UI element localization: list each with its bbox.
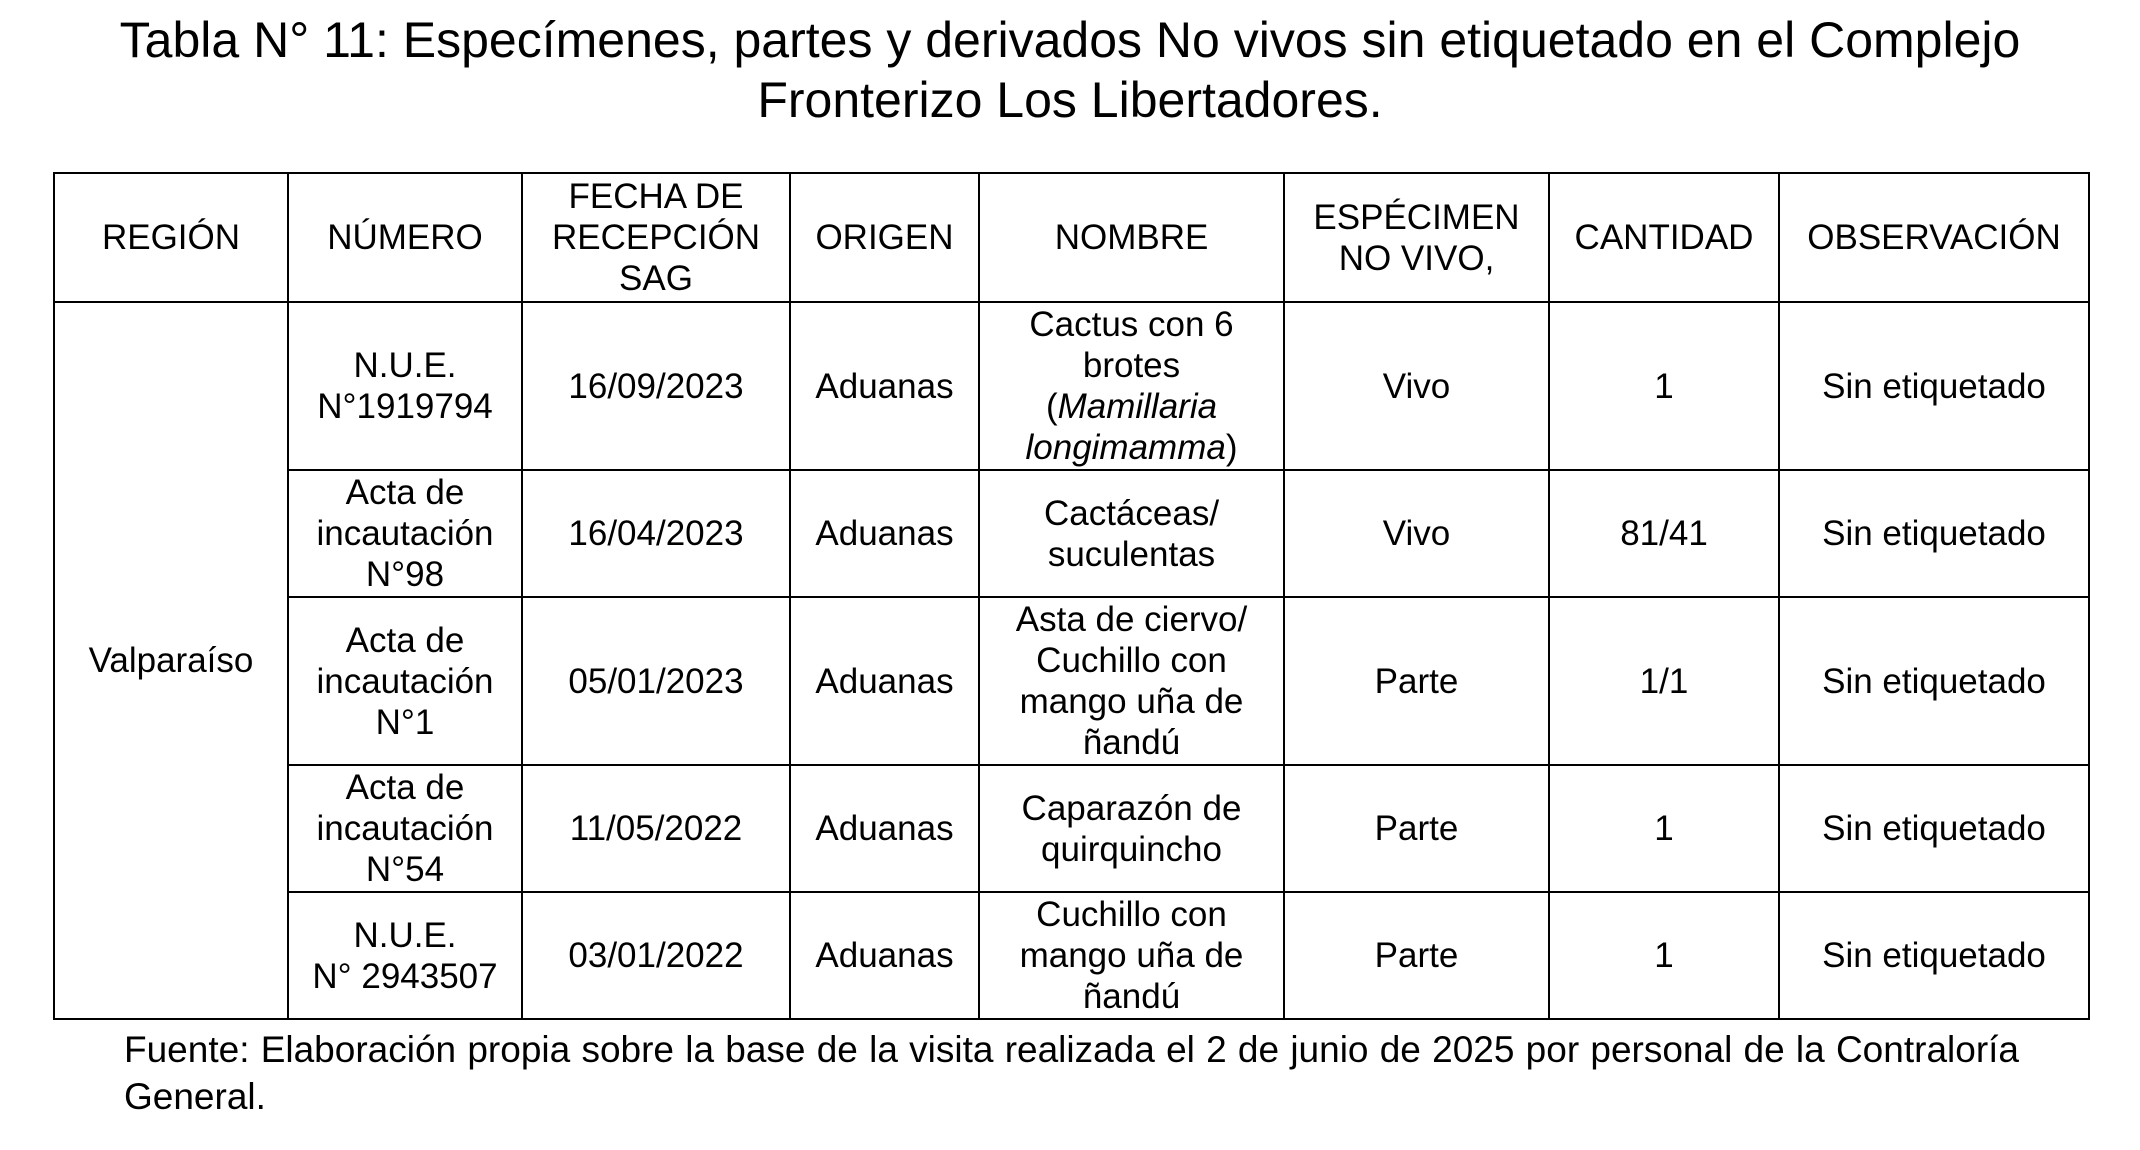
numero-line: incautación [316,514,494,553]
nombre-cell [979,597,1284,765]
header-especimen [1284,173,1549,302]
header-origen: ORIGEN [790,173,979,302]
numero-line: Acta de [345,620,465,660]
nombre-line: brotes [1082,346,1181,385]
observacion-cell: Sin etiquetado [1779,765,2089,892]
nombre-line: Cuchillo con [1036,641,1227,680]
nombre-line: quirquincho [1041,829,1222,869]
especimen-cell: Vivo [1284,470,1549,597]
nombre-line: Cuchillo con [1036,895,1227,934]
nombre-cell [979,470,1284,597]
table-row [54,892,2089,1019]
numero-cell [288,892,522,1019]
cantidad-cell: 1 [1549,765,1779,892]
region-cell: Valparaíso [54,302,288,1019]
cantidad-cell: 81/41 [1549,470,1779,597]
header-region: REGIÓN [54,173,288,302]
numero-line: N°98 [365,555,445,594]
specimens-table [53,172,2090,1020]
numero-line: incautación [316,661,494,701]
nombre-scientific-line [986,427,1277,468]
observacion-cell: Sin etiquetado [1779,302,2089,470]
header-fecha-line-1: FECHA DE [568,177,744,216]
table-row [54,470,2089,597]
numero-line: Acta de [345,473,465,512]
nombre-line: ñandú [1082,977,1181,1016]
numero-cell [288,302,522,470]
header-cantidad: CANTIDAD [1549,173,1779,302]
header-fecha-line-3: SAG [619,259,693,298]
origen-cell: Aduanas [790,302,979,470]
paren-open: ( [1045,387,1058,426]
fecha-cell: 16/04/2023 [522,470,790,597]
numero-line: N°54 [365,850,445,889]
fecha-cell: 11/05/2022 [522,765,790,892]
paren-close: ) [1225,428,1238,467]
scientific-name-genus: Mamillaria [1057,387,1218,426]
nombre-cell [979,302,1284,470]
numero-line: N°1 [375,702,435,742]
numero-line: N.U.E. [353,915,457,955]
origen-cell: Aduanas [790,597,979,765]
origen-cell: Aduanas [790,765,979,892]
cantidad-cell: 1/1 [1549,597,1779,765]
especimen-cell: Parte [1284,597,1549,765]
table-row [54,765,2089,892]
numero-line: N°1919794 [317,387,493,426]
table-title [0,10,2140,130]
nombre-line: suculentas [1047,534,1216,574]
numero-cell [288,597,522,765]
nombre-line: ñandú [1082,723,1181,762]
nombre-line: Cactus con 6 [1029,305,1234,344]
nombre-line: Caparazón de [1021,788,1242,828]
observacion-cell: Sin etiquetado [1779,597,2089,765]
nombre-line: mango uña de [1019,936,1244,975]
header-especimen-line-2: NO VIVO, [1338,238,1495,278]
cantidad-cell: 1 [1549,302,1779,470]
nombre-scientific-line [986,386,1277,427]
nombre-line: Cactáceas/ [1043,493,1220,533]
nombre-cell [979,765,1284,892]
numero-cell [288,765,522,892]
header-nombre: NOMBRE [979,173,1284,302]
source-note: Fuente: Elaboración propia sobre la base de la visita realizada el 2 de junio de 2025 por personal de la Contraloría General. [124,1029,2019,1117]
table-row [54,302,2089,470]
header-fecha-recepcion [522,173,790,302]
observacion-cell: Sin etiquetado [1779,470,2089,597]
nombre-line: mango uña de [1019,682,1244,721]
table-row [54,597,2089,765]
nombre-line: Asta de ciervo/ [1015,600,1248,639]
especimen-cell: Parte [1284,765,1549,892]
numero-line: N° 2943507 [312,956,498,996]
numero-cell [288,470,522,597]
numero-line: N.U.E. [353,346,457,385]
numero-line: incautación [316,809,494,848]
fecha-cell: 05/01/2023 [522,597,790,765]
nombre-cell [979,892,1284,1019]
header-fecha-line-2: RECEPCIÓN [551,218,761,257]
header-numero: NÚMERO [288,173,522,302]
fecha-cell: 03/01/2022 [522,892,790,1019]
table-title-line-2: Fronterizo Los Libertadores. [757,72,1383,128]
observacion-cell: Sin etiquetado [1779,892,2089,1019]
origen-cell: Aduanas [790,470,979,597]
origen-cell: Aduanas [790,892,979,1019]
fecha-cell: 16/09/2023 [522,302,790,470]
table-title-line-1: Tabla N° 11: Especímenes, partes y derivados No vivos sin etiquetado en el Complejo [119,12,2021,68]
cantidad-cell: 1 [1549,892,1779,1019]
header-especimen-line-1: ESPÉCIMEN [1313,197,1520,237]
especimen-cell: Parte [1284,892,1549,1019]
header-observacion: OBSERVACIÓN [1779,173,2089,302]
scientific-name-species: longimamma [1025,428,1226,467]
header-row [54,173,2089,302]
especimen-cell: Vivo [1284,302,1549,470]
numero-line: Acta de [345,768,465,807]
